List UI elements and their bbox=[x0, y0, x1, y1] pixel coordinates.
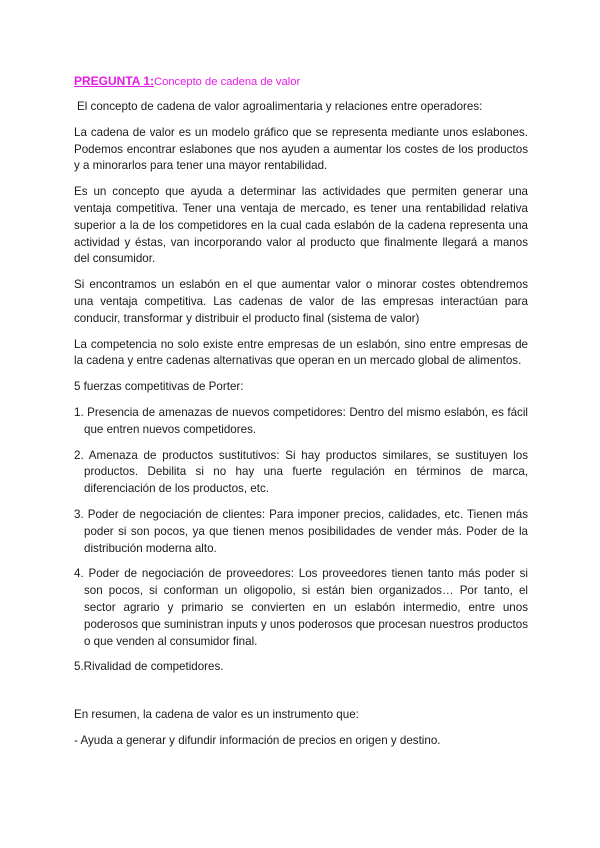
question-title: Concepto de cadena de valor bbox=[154, 76, 301, 88]
intro-paragraph: El concepto de cadena de valor agroalimentaria y relaciones entre operadores: bbox=[77, 100, 483, 113]
paragraph-ventaja-competitiva: Es un concepto que ayuda a determinar las actividades que permiten generar una ventaja competitiva. Tener una ventaja de mercado, es tener una rentabilidad relativa superior a la de los competidores en la cual cada eslabón de la cadena representa una actividad y éstas, van incorporando valor al producto que finalmente llegará a manos del consumidor. bbox=[74, 185, 528, 266]
porter-force-item-2: 2. Amenaza de productos sustitutivos: Si hay productos similares, se sustituyen los productos. Debilita si no hay una fuerte regulación en términos de marca, diferenciación de los productos, etc. bbox=[74, 448, 528, 496]
question-heading bbox=[74, 73, 528, 91]
porter-force-item-5: 5.Rivalidad de competidores. bbox=[74, 660, 224, 674]
summary-item-1: - Ayuda a generar y difundir información de precios en origen y destino. bbox=[74, 733, 441, 747]
porter-force-item-4: 4. Poder de negociación de proveedores: Los proveedores tienen tanto más poder si son pocos, si conforman un oligopolio, si están bien organizados… Por tanto, el sector agrario y primario se convierten en un eslabón intermedio, entre unos poderosos que suministran inputs y unos poderosos que procesan nuestros productos o que venden al consumidor final. bbox=[74, 567, 528, 648]
paragraph-cadena-valor: La cadena de valor es un modelo gráfico que se representa mediante unos eslabones. Podemos encontrar eslabones que nos ayuden a aumentar los costes de los productos y a minorarlos para tener una mayor rentabilidad. bbox=[74, 125, 528, 173]
porter-forces-title: 5 fuerzas competitivas de Porter: bbox=[74, 380, 244, 394]
summary-intro: En resumen, la cadena de valor es un instrumento que: bbox=[74, 708, 359, 722]
paragraph-eslabon: Si encontramos un eslabón en el que aumentar valor o minorar costes obtendremos una ventaja competitiva. Las cadenas de valor de las empresas interactúan para conducir, transformar y distribuir el producto final (sistema de valor) bbox=[74, 278, 528, 325]
question-label: PREGUNTA 1: bbox=[74, 74, 155, 88]
porter-force-item-1: 1. Presencia de amenazas de nuevos competidores: Dentro del mismo eslabón, es fácil que entren nuevos competidores. bbox=[74, 405, 528, 436]
porter-force-item-3: 3. Poder de negociación de clientes: Para imponer precios, calidades, etc. Tienen más poder si son pocos, ya que tienen menos posibilidades de vender más. Poder de la distribución moderna alto. bbox=[74, 507, 528, 555]
document-body bbox=[74, 73, 528, 759]
section-spacer bbox=[74, 685, 528, 707]
paragraph-competencia: La competencia no solo existe entre empresas de un eslabón, sino entre empresas de la cadena y entre cadenas alternativas que operan en un mercado global de alimentos. bbox=[74, 337, 528, 368]
